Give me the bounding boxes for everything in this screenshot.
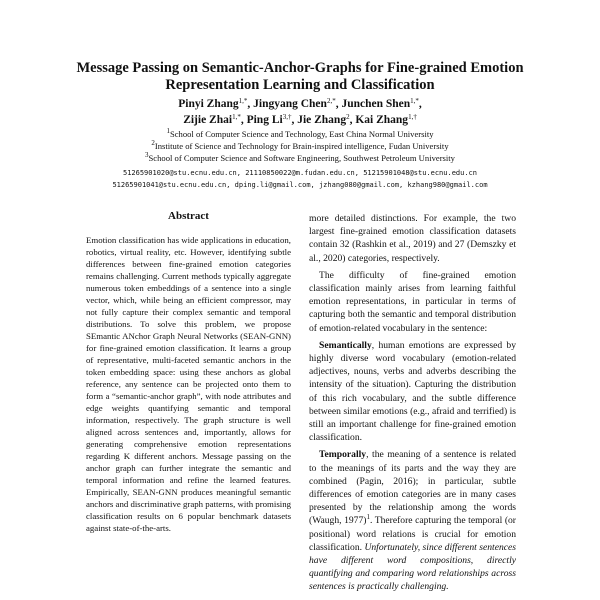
title-line-1: Message Passing on Semantic-Anchor-Graphs for Fine-grained Emotion: [76, 60, 524, 76]
paragraph-emphasis: Unfortunately, since different sentences have different word compositions, directly quantifying and comparing word relationships across sentences is practically challenging.: [309, 541, 516, 593]
left-column: [86, 210, 291, 534]
affiliation-sup: 2: [151, 139, 155, 147]
affiliation-text: School of Computer Science and Software Engineering, Southwest Petroleum University: [148, 153, 455, 163]
author-name: Pinyi Zhang: [178, 98, 239, 110]
abstract-heading: Abstract: [168, 210, 209, 222]
affiliation: [40, 152, 560, 164]
affiliation-sup: 3: [145, 151, 149, 159]
intro-paragraph-3: [309, 339, 516, 445]
paragraph-body: , the meaning of a sentence is related to the meanings of its parts and the way they are combined (Pagin, 2016); in particular, subtle differences of emotion categories are in many cases presented by the relationship among the words (Waugh, 1977): [309, 449, 516, 527]
footnote-marker[interactable]: 1: [366, 513, 370, 522]
paragraph-body: , human emotions are expressed by highly diverse word vocabulary (emotion-related adjectives, nouns, verbs and adverbs describing the intensity of the situation). Capturing the distribution of this rich vocabulary, and the subtle difference between similar emotions (e.g., afraid and terrified) is still an important challenge for fine-grained emotion classification.: [309, 339, 516, 444]
intro-paragraph-2: The difficulty of fine-grained emotion classification mainly arises from learning faithful emotion representations, in particular in terms of capturing both the semantic and temporal distribution of emotion-related vocabulary in the sentence:: [309, 269, 516, 334]
affiliation-text: School of Computer Science and Technology, East China Normal University: [169, 129, 434, 139]
author-list: [40, 96, 560, 128]
author-sup: 2,*: [326, 97, 336, 105]
title-line-2: Representation Learning and Classification: [165, 77, 435, 93]
affiliation-text: Institute of Science and Technology for Brain-inspired intelligence, Fudan University: [154, 141, 449, 151]
intro-paragraph-1: more detailed distinctions. For example, the two largest fine-grained emotion classification datasets contain 32 (Rashkin et al., 2019) and 27 (Demszky et al., 2020) categories, respectively.: [309, 213, 516, 264]
author-sup: 3,†: [282, 113, 292, 121]
paper-title: [40, 60, 560, 94]
author-sup: 1,*: [232, 113, 241, 121]
author-name: Ping Li: [246, 114, 283, 126]
author-name: Jie Zhang: [297, 114, 347, 126]
paragraph-body: . Therefore capturing the temporal (or positional) word relations is crucial for emotion classification.: [309, 515, 517, 553]
affiliation: [40, 140, 560, 152]
author-line-1: Pinyi Zhang$^{1,*}$, Jingyang Chen$^{2,*}$, Junchen Shen$^{1,*}$,: [178, 97, 422, 110]
email-list: [20, 167, 580, 191]
author-name: Kai Zhang: [355, 114, 409, 126]
author-sup: 1,†: [408, 113, 417, 121]
affiliation-sup: 1: [166, 127, 170, 135]
author-sup: 1,*: [410, 97, 419, 105]
right-column: [309, 212, 516, 598]
affiliation: [40, 128, 560, 140]
email-line-1: 51265901020@stu.ecnu.edu.cn, 21110850022@m.fudan.edu.cn, 51215901048@stu.ecnu.edu.cn: [122, 169, 477, 177]
author-sup: 2: [346, 113, 350, 121]
intro-paragraph-4: [309, 448, 516, 593]
author-name: Zijie Zhai: [183, 114, 233, 126]
author-sup: 1,*: [238, 97, 248, 105]
author-line-2: Zijie Zhai$^{1,*}$, Ping $Li^{3,\dagger}$, Jie Zhang$^2$, Kai Zhang$^{1,\dagger}$: [183, 113, 417, 126]
email-line-2: 51265901041@stu.ecnu.edu.cn, dping.li@gmail.com, jzhang080@gmail.com, kzhang980@gmail.com: [112, 181, 488, 189]
author-name: Junchen Shen: [341, 98, 411, 110]
paragraph-lead: Temporally: [319, 449, 367, 461]
abstract-text: Emotion classification has wide applications in education, robotics, virtual reality, etc. However, identifying subtle differences between fine-grained emotion categories remains challenging. Current methods typically aggregate numerous token embeddings of a sentence into a single vector, which, while being an efficient compressor, may not fully capture their complex semantic and temporal distributions. To solve this problem, we propose SEmantic ANchor Graph Neural Networks (SEAN-GNN) for fine-grained emotion classification. It learns a group of representative, multi-faceted semantic anchors in the token embedding space: using these anchors as global reference, any sentence can be projected onto them to form a “semantic-anchor graph”, with node attributes and edge weights quantifying semantic and temporal information, respectively. The graph structure is well aligned across sentences and, importantly, allows for generating comprehensive emotion representations regarding K different anchors. Message passing on the anchor graph can further integrate the semantic and temporal information and refine the learned features. Empirically, SEAN-GNN produces meaningful semantic anchors and discriminative graph patterns, with promising classification results on 6 popular benchmark datasets against state-of-the-arts.: [86, 235, 291, 533]
affiliation-list: [40, 128, 560, 164]
paragraph-lead: Semantically: [319, 339, 372, 351]
author-name: Jingyang Chen: [253, 98, 327, 110]
